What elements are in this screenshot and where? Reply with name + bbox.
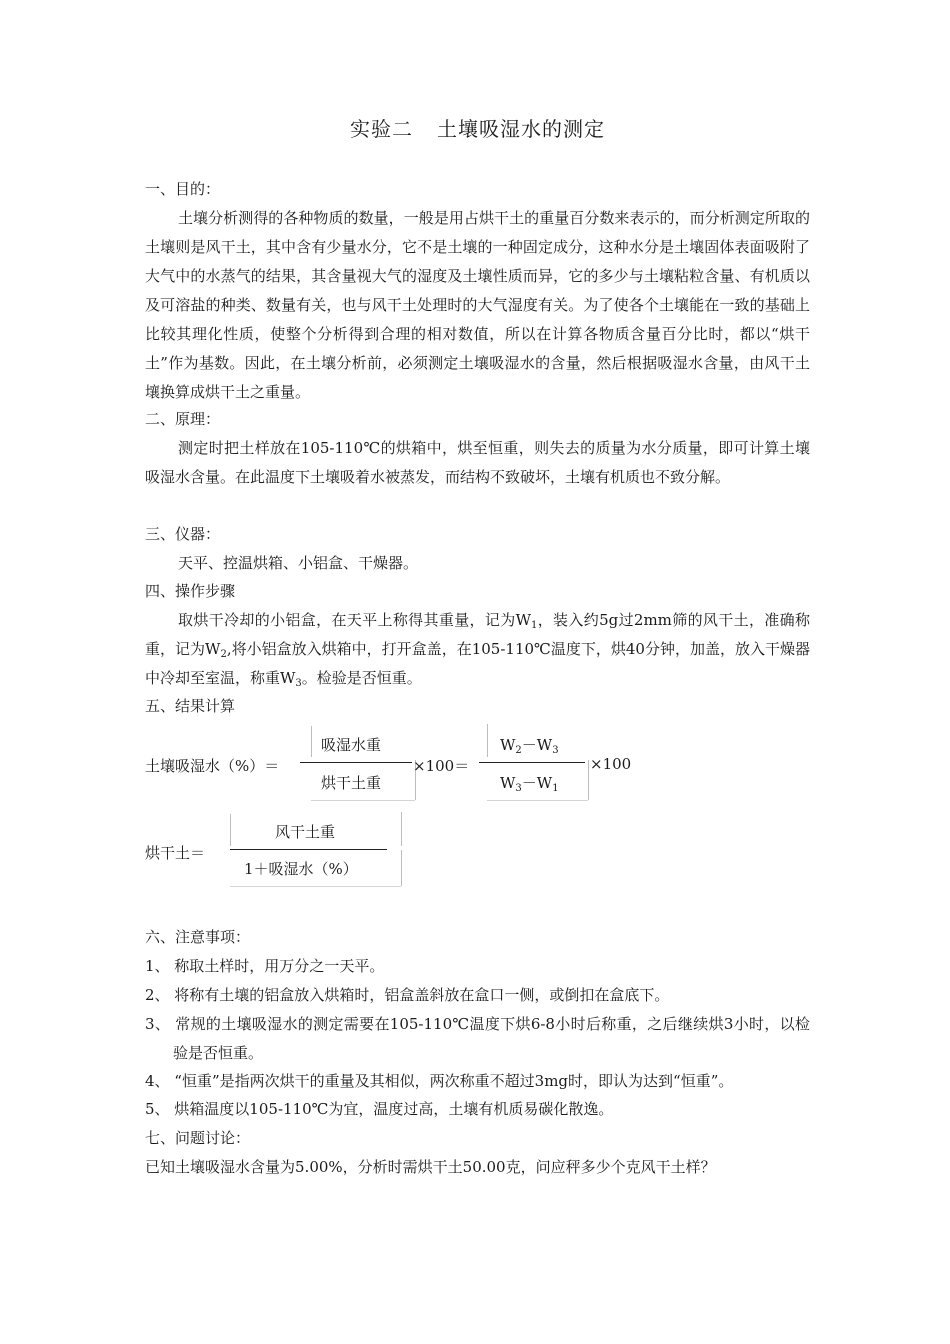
section-procedure-body — [145, 606, 810, 693]
procedure-sub-1: 1 — [530, 620, 538, 631]
section-calculation-heading: 五、结果计算 — [145, 697, 236, 715]
section-principle-body: 测定时把土样放在105-110℃的烘箱中，烘至恒重，则失去的质量为水分质量，即可计算土壤吸湿水含量。在此温度下土壤吸着水被蒸发，而结构不致破坏，土壤有机质也不致分解。 — [145, 439, 810, 486]
note-item: 4、 “恒重”是指两次烘干的重量及其相似，两次称重不超过3mg时，即认为达到“恒重”。 — [145, 1072, 734, 1090]
section-procedure-heading: 四、操作步骤 — [145, 582, 236, 600]
note-item: 5、 烘箱温度以105-110℃为宜，温度过高，土壤有机质易碳化散逸。 — [145, 1100, 614, 1118]
formula1-fraction-bar2 — [479, 762, 585, 763]
procedure-sub-2: 2 — [220, 649, 227, 660]
formula1-denominator2: $W_3-W_1$ — [500, 774, 559, 794]
section-purpose-body: 土壤分析测得的各种物质的数量，一般是用占烘干土的重量百分数来表示的，而分析测定所取的土壤则是风干土，其中含有少量水分，它不是土壤的一种固定成分，这种水分是土壤固体表面吸附了大气中的水蒸气的结果，其含量视大气的湿度及土壤性质而异，它的多少与土壤粘粒含量、有机质以及可溶盐的种类、数量有关，也与风干土处理时的大气湿度有关。为了使各个土壤能在一致的基础上比较其理化性质，使整个分析得到合理的相对数值，所以在计算各物质含量百分比时，都以“烘干土”作为基数。因此，在土壤分析前，必须测定土壤吸湿水的含量，然后根据吸湿水含量，由风干土壤换算成烘干土之重量。 — [145, 209, 810, 401]
formula1-numerator2: $W_2-W_3$ — [500, 736, 559, 756]
formula1-lhs: 土壤吸湿水（%）＝ — [145, 757, 280, 775]
procedure-text-2: ，装入约5g过2mm筛的风干土，准确称重，记为W — [145, 611, 810, 658]
formula2-denominator: 1＋吸湿水（%） — [244, 860, 358, 878]
section-principle-heading: 二、原理： — [145, 410, 221, 428]
formula2-numerator: 风干土重 — [275, 823, 336, 841]
section-instruments-body: 天平、控温烘箱、小铝盒、干燥器。 — [178, 554, 419, 572]
section-discussion-body: 已知土壤吸湿水含量为5.00%，分析时需烘干土50.00克，问应秤多少个克风干土样？ — [145, 1158, 716, 1176]
formula-oven-dry — [145, 810, 810, 890]
formula1-fraction-bar — [300, 762, 412, 763]
page-title — [145, 113, 810, 142]
formula1-times100-eq: ×100＝ — [413, 757, 470, 775]
note-item: 3、 常规的土壤吸湿水的测定需要在105-110℃温度下烘6-8小时后称重，之后继续烘3小时，以检验是否恒重。 — [145, 1015, 810, 1062]
formula2-lhs: 烘干土＝ — [145, 844, 206, 862]
note-item: 1、 称取土样时，用万分之一天平。 — [145, 957, 385, 975]
section-discussion-heading: 七、问题讨论： — [145, 1129, 251, 1147]
section-purpose-heading: 一、目的： — [145, 180, 221, 198]
procedure-sub-3: 3 — [295, 678, 302, 689]
procedure-text-4: 。检验是否恒重。 — [301, 669, 422, 687]
title-part1: 实验二 — [350, 117, 413, 141]
formula1-times100: ×100 — [590, 755, 632, 773]
formula1-denominator: 烘干土重 — [321, 774, 382, 792]
formula2-fraction-bar — [230, 849, 387, 850]
procedure-text-1: 取烘干冷却的小铝盒，在天平上称得其重量，记为W — [178, 611, 531, 629]
note-item: 2、 将称有土壤的铝盒放入烘箱时，铝盒盖斜放在盒口一侧，或倒扣在盒底下。 — [145, 986, 670, 1004]
section-instruments-heading: 三、仪器： — [145, 525, 221, 543]
section-notes-heading: 六、注意事项： — [145, 928, 251, 946]
title-part2: 土壤吸湿水的测定 — [437, 117, 605, 141]
formula-moisture — [145, 720, 810, 805]
procedure-text-3: ,将小铝盒放入烘箱中，打开盒盖，在105-110℃温度下，烘40分钟，加盖，放入干燥器中冷却至室温，称重W — [145, 640, 811, 687]
formula1-numerator: 吸湿水重 — [321, 736, 382, 754]
